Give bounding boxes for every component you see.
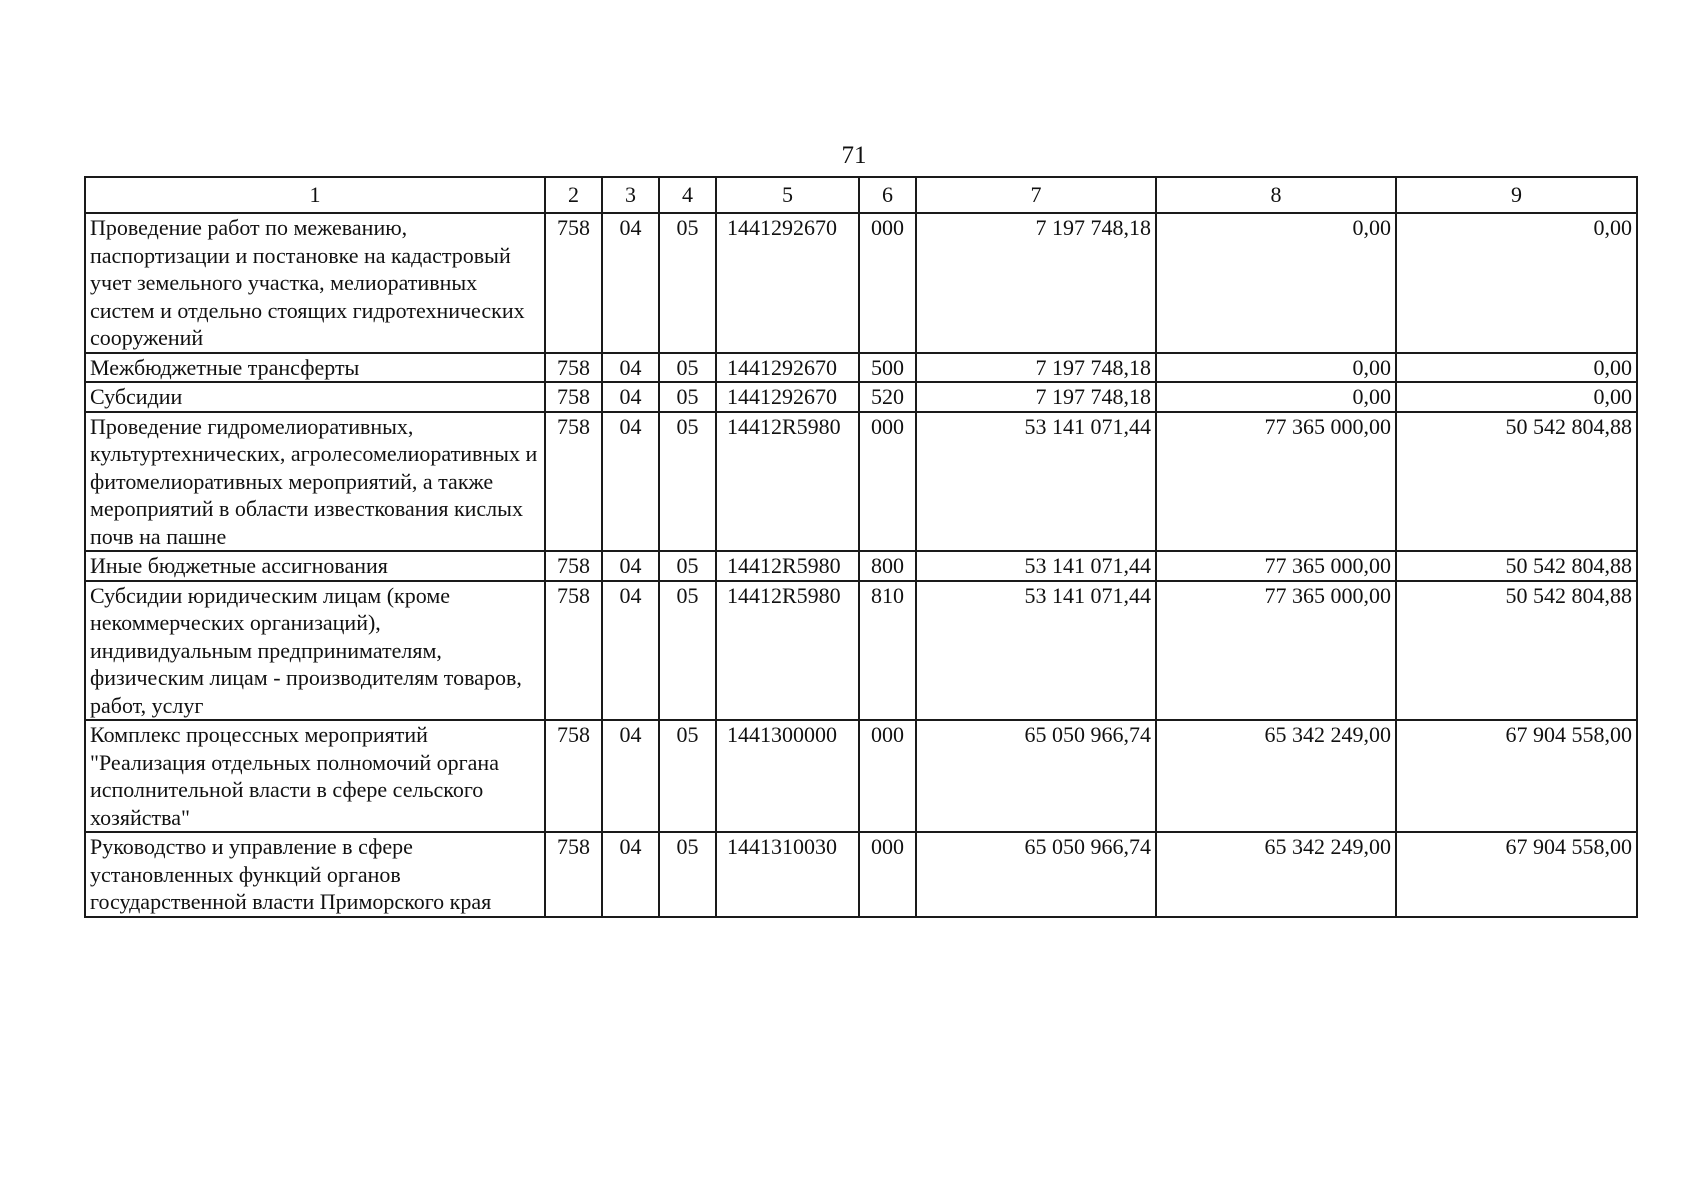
column-header: 5 <box>716 177 859 213</box>
code-cell: 1441310030 <box>716 832 859 917</box>
code-cell: 04 <box>602 382 659 412</box>
code-cell: 14412R5980 <box>716 412 859 552</box>
amount-cell: 0,00 <box>1396 353 1637 383</box>
page-number: 71 <box>841 142 867 169</box>
table-row <box>85 382 1637 412</box>
code-cell: 05 <box>659 551 716 581</box>
code-cell: 800 <box>859 551 916 581</box>
amount-cell: 0,00 <box>1156 213 1396 353</box>
code-cell: 04 <box>602 832 659 917</box>
amount-cell: 50 542 804,88 <box>1396 412 1637 552</box>
code-cell: 05 <box>659 581 716 721</box>
amount-cell: 50 542 804,88 <box>1396 581 1637 721</box>
amount-cell: 67 904 558,00 <box>1396 832 1637 917</box>
table-row <box>85 353 1637 383</box>
code-cell: 758 <box>545 412 602 552</box>
amount-cell: 0,00 <box>1156 382 1396 412</box>
column-header: 4 <box>659 177 716 213</box>
table-row <box>85 720 1637 832</box>
code-cell: 05 <box>659 213 716 353</box>
code-cell: 04 <box>602 551 659 581</box>
amount-cell: 50 542 804,88 <box>1396 551 1637 581</box>
code-cell: 05 <box>659 412 716 552</box>
code-cell: 04 <box>602 412 659 552</box>
code-cell: 04 <box>602 581 659 721</box>
column-header: 1 <box>85 177 545 213</box>
column-header: 6 <box>859 177 916 213</box>
column-header: 8 <box>1156 177 1396 213</box>
code-cell: 758 <box>545 551 602 581</box>
amount-cell: 0,00 <box>1396 213 1637 353</box>
row-name-cell: Проведение гидромелиоративных, культуртехнических, агролесомелиоративных и фитомелиоративных мероприятий, а также мероприятий в области известкования кислых почв на пашне <box>85 412 545 552</box>
budget-table <box>84 176 1638 918</box>
code-cell: 000 <box>859 832 916 917</box>
amount-cell: 77 365 000,00 <box>1156 412 1396 552</box>
row-name-cell: Комплекс процессных мероприятий "Реализация отдельных полномочий органа исполнительной власти в сфере сельского хозяйства" <box>85 720 545 832</box>
amount-cell: 65 342 249,00 <box>1156 832 1396 917</box>
code-cell: 05 <box>659 382 716 412</box>
row-name-cell: Руководство и управление в сфере установленных функций органов государственной власти Приморского края <box>85 832 545 917</box>
code-cell: 04 <box>602 720 659 832</box>
header-row <box>85 177 1637 213</box>
table-row <box>85 832 1637 917</box>
code-cell: 1441292670 <box>716 353 859 383</box>
amount-cell: 67 904 558,00 <box>1396 720 1637 832</box>
code-cell: 000 <box>859 213 916 353</box>
code-cell: 1441300000 <box>716 720 859 832</box>
code-cell: 758 <box>545 213 602 353</box>
code-cell: 14412R5980 <box>716 581 859 721</box>
amount-cell: 53 141 071,44 <box>916 551 1156 581</box>
row-name-cell: Межбюджетные трансферты <box>85 353 545 383</box>
code-cell: 04 <box>602 213 659 353</box>
code-cell: 05 <box>659 353 716 383</box>
column-header: 9 <box>1396 177 1637 213</box>
code-cell: 1441292670 <box>716 213 859 353</box>
amount-cell: 7 197 748,18 <box>916 382 1156 412</box>
code-cell: 758 <box>545 353 602 383</box>
amount-cell: 53 141 071,44 <box>916 581 1156 721</box>
table-row <box>85 551 1637 581</box>
code-cell: 05 <box>659 720 716 832</box>
amount-cell: 7 197 748,18 <box>916 353 1156 383</box>
amount-cell: 0,00 <box>1396 382 1637 412</box>
row-name-cell: Субсидии <box>85 382 545 412</box>
amount-cell: 53 141 071,44 <box>916 412 1156 552</box>
column-header: 7 <box>916 177 1156 213</box>
code-cell: 520 <box>859 382 916 412</box>
row-name-cell: Иные бюджетные ассигнования <box>85 551 545 581</box>
code-cell: 758 <box>545 581 602 721</box>
code-cell: 758 <box>545 832 602 917</box>
row-name-cell: Проведение работ по межеванию, паспортизации и постановке на кадастровый учет земельного участка, мелиоративных систем и отдельно стоящих гидротехнических сооружений <box>85 213 545 353</box>
code-cell: 810 <box>859 581 916 721</box>
code-cell: 05 <box>659 832 716 917</box>
row-name-cell: Субсидии юридическим лицам (кроме некоммерческих организаций), индивидуальным предпринимателям, физическим лицам - производителям товаров, работ, услуг <box>85 581 545 721</box>
amount-cell: 0,00 <box>1156 353 1396 383</box>
table-row <box>85 213 1637 353</box>
amount-cell: 65 342 249,00 <box>1156 720 1396 832</box>
amount-cell: 77 365 000,00 <box>1156 581 1396 721</box>
code-cell: 000 <box>859 720 916 832</box>
code-cell: 758 <box>545 382 602 412</box>
amount-cell: 77 365 000,00 <box>1156 551 1396 581</box>
code-cell: 1441292670 <box>716 382 859 412</box>
code-cell: 04 <box>602 353 659 383</box>
code-cell: 000 <box>859 412 916 552</box>
table-row <box>85 412 1637 552</box>
code-cell: 14412R5980 <box>716 551 859 581</box>
amount-cell: 65 050 966,74 <box>916 720 1156 832</box>
table-row <box>85 581 1637 721</box>
amount-cell: 7 197 748,18 <box>916 213 1156 353</box>
column-header: 3 <box>602 177 659 213</box>
code-cell: 758 <box>545 720 602 832</box>
column-header: 2 <box>545 177 602 213</box>
code-cell: 500 <box>859 353 916 383</box>
amount-cell: 65 050 966,74 <box>916 832 1156 917</box>
